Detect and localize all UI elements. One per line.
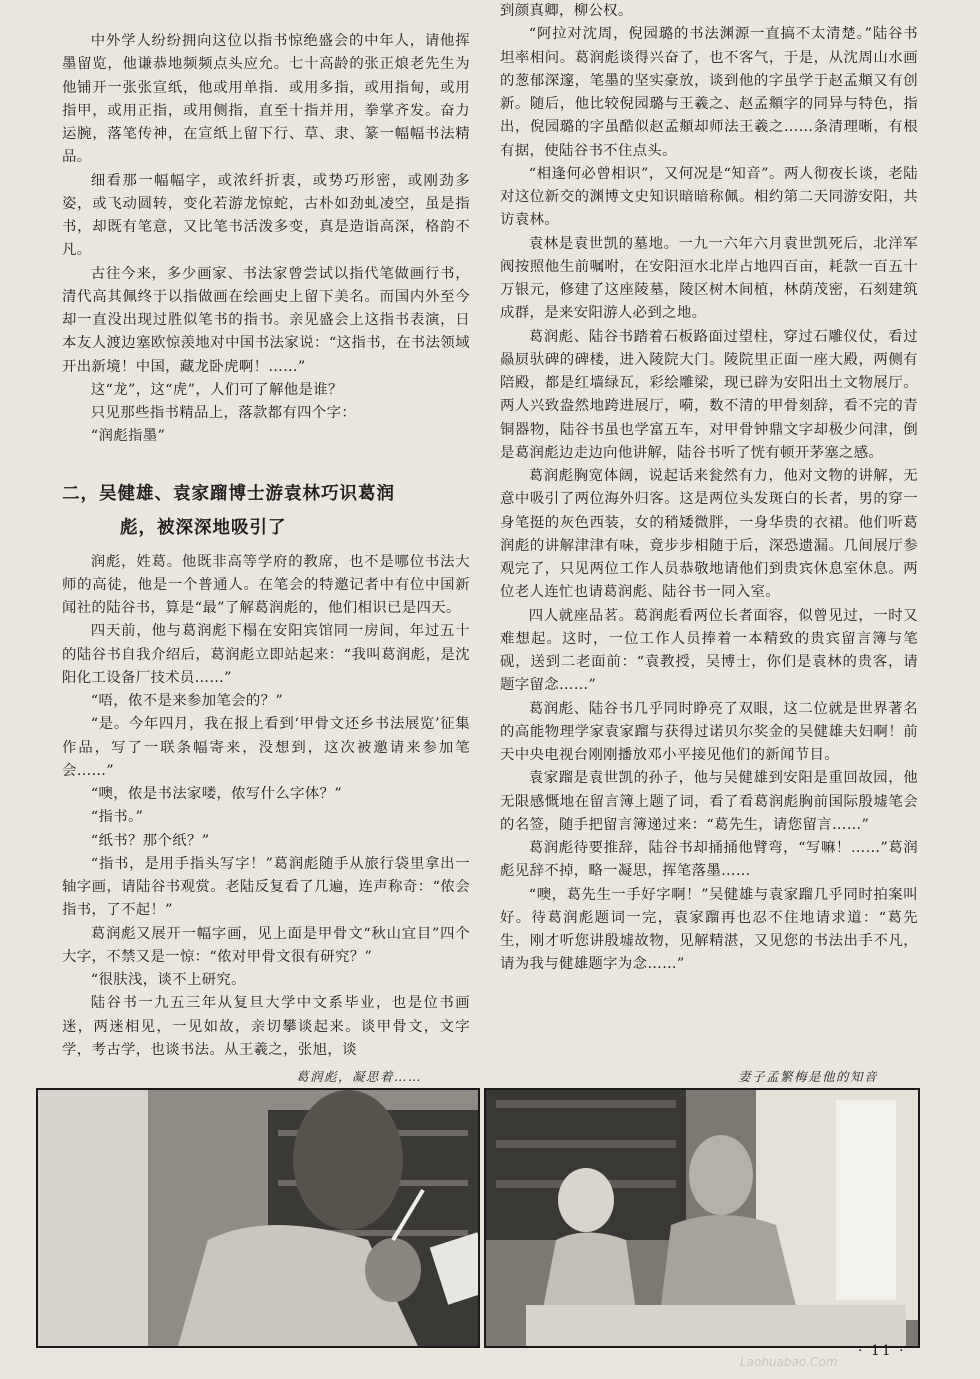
paragraph: 细看那一幅幅字，或浓纤折衷，或势巧形密，或刚劲多姿，或飞动圆转，变化若游龙惊蛇，古朴如劲虬凌空，虽是指书，却既有笔意，又比笔书活泼多变，真是造诣高深，格韵不凡。 bbox=[62, 172, 470, 259]
paragraph: 葛润彪、陆谷书踏着石板路面过望柱，穿过石雕仪仗，看过赑屃驮碑的碑楼，进入陵院大门。陵院里正面一座大殿，两侧有陪殿，都是红墙绿瓦，彩绘雕梁，现已辟为安阳出土文物展厅。两人兴致盎然地跨进展厅，嗬，数不清的甲骨刻辞，看不完的青铜器物，陆谷书虽也学富五车，对甲骨钟鼎文字却极少问津，倒是葛润彪边走边向他讲解，陆谷书听了恍有顿开茅塞之感。 bbox=[500, 328, 918, 461]
paragraph: 四人就座品茗。葛润彪看两位长者面容，似曾见过，一时又难想起。这时，一位工作人员捧着一本精致的贵宾留言簿与笔砚，送到二老面前：“袁教授，吴博士，你们是袁林的贵客，请题字留念……” bbox=[500, 607, 918, 694]
paragraph: 葛润彪、陆谷书几乎同时睁亮了双眼，这二位就是世界著名的高能物理学家袁家蹓与获得过诺贝尔奖金的吴健雄夫妇啊！前天中央电视台刚刚播放邓小平接见他们的新闻节目。 bbox=[500, 700, 918, 763]
watermark: Laohuabao.Com bbox=[740, 1355, 838, 1369]
paragraph: 陆谷书一九五三年从复旦大学中文系毕业，也是位书画迷，两迷相见，一见如故，亲切攀谈起来。谈甲骨文，文字学，考古学，也谈书法。从王羲之，张旭，谈 bbox=[62, 995, 470, 1058]
photo-man-smoking-illustration bbox=[38, 1090, 478, 1346]
paragraph: “噢，侬是书法家喽，侬写什么字体？” bbox=[90, 786, 343, 802]
photo-caption-right: 妻子孟繁梅是他的知音 bbox=[738, 1069, 879, 1084]
paragraph: “噢，葛先生一手好字啊！”吴健雄与袁家蹓几乎同时拍案叫好。待葛润彪题词一完，袁家蹓再也忍不住地请求道：“葛先生，刚才听您讲殷墟故物，见解精湛，又见您的书法出手不凡，请为我与健雄题字为念……” bbox=[500, 886, 918, 973]
right-text-column bbox=[500, 0, 918, 977]
paragraph: 这“龙”，这“虎”，人们可了解他是谁？ bbox=[90, 381, 343, 398]
paragraph: “阿拉对沈周，倪园璐的书法渊源一直搞不太清楚。”陆谷书坦率相问。葛润彪谈得兴奋了，也不客气，于是，从沈周山水画的葱郁深邃，笔墨的坚实豪放，谈到他的字虽学于赵孟頫又有创新。随后，他比较倪园璐与王羲之、赵孟頫字的同异与特色，指出，倪园璐的字虽酷似赵孟頫却师法王羲之……条清理晰，有根有据，使陆谷书不住点头。 bbox=[500, 26, 918, 159]
paragraph: 葛润彪又展开一幅字画，见上面是甲骨文“秋山宜目”四个大字，不禁又是一惊：“侬对甲骨文很有研究？” bbox=[62, 925, 470, 965]
left-text-column bbox=[62, 30, 470, 1062]
paragraph: “相逢何必曾相识”，又何况是“知音”。两人彻夜长谈，老陆对这位新交的渊博文史知识暗暗称佩。相约第二天同游安阳，共访袁林。 bbox=[500, 165, 918, 229]
paragraph: “是。今年四月，我在报上看到‘甲骨文还乡书法展览’征集作品，写了一联条幅寄来，没想到，这次被邀请来参加笔会……” bbox=[62, 716, 470, 779]
paragraph: “指书。” bbox=[90, 809, 144, 826]
section-heading-line-1: 二，吴健雄、袁家蹓博士游袁林巧识葛润 bbox=[62, 483, 395, 504]
paragraph: 润彪，姓葛。他既非高等学府的教席，也不是哪位书法大师的高徒，他是一个普通人。在笔会的特邀记者中有位中国新闻社的陆谷书，算是“最”了解葛润彪的，他们相识已是四天。 bbox=[62, 553, 470, 616]
paragraph: “唔，侬不是来参加笔会的？” bbox=[90, 693, 284, 709]
paragraph: 四天前，他与葛润彪下榻在安阳宾馆同一房间，年过五十的陆谷书自我介绍后，葛润彪立即站起来：“我叫葛润彪，是沈阳化工设备厂技术员……” bbox=[62, 623, 470, 686]
paragraph: “很肤浅，谈不上研究。 bbox=[90, 972, 246, 988]
section-heading-line-2: 彪，被深深地吸引了 bbox=[120, 517, 287, 538]
paragraph: “纸书？那个纸？” bbox=[90, 832, 210, 849]
paragraph: 葛润彪胸宽体阔，说起话来瓮然有力，他对文物的讲解，无意中吸引了两位海外归客。这是两位头发斑白的长者，男的穿一身笔挺的灰色西装，女的稍矮微胖，一身华贵的衣裙。他们听葛润彪的讲解津津有味，竟步步相随于后，深恐遗漏。几间展厅参观完了，只见两位工作人员恭敬地请他们到贵宾休息室休息。两位老人连忙也请葛润彪、陆谷书一同入室。 bbox=[500, 468, 918, 601]
paragraph: 葛润彪待要推辞，陆谷书却捅捅他臂弯，“写嘛！……”葛润彪见辞不掉，略一凝思，挥笔落墨…… bbox=[500, 840, 918, 880]
page-number: · 11 · bbox=[858, 1343, 906, 1359]
paragraph: 袁林是袁世凯的墓地。一九一六年六月袁世凯死后，北洋军阀按照他生前嘱咐，在安阳洹水北岸占地四百亩，耗款一百五十万银元，修建了这座陵墓，陵区树木间植，林荫茂密，石刻建筑成群，是来安阳游人必到之地。 bbox=[500, 235, 918, 322]
paragraph: 袁家蹓是袁世凯的孙子，他与吴健雄到安阳是重回故园，他无限感慨地在留言簿上题了词，看了看葛润彪胸前国际殷墟笔会的名签，随手把留言簿递过来：“葛先生，请您留言……” bbox=[500, 770, 918, 833]
paragraph: 只见那些指书精品上，落款都有四个字： bbox=[90, 405, 357, 421]
paragraph: “指书，是用手指头写字！”葛润彪随手从旅行袋里拿出一轴字画，请陆谷书观赏。老陆反复看了几遍，连声称奇：“侬会指书，了不起！” bbox=[62, 855, 470, 919]
photo-man-smoking bbox=[36, 1088, 480, 1348]
paragraph: 古往今来，多少画家、书法家曾尝试以指代笔做画行书，清代高其佩终于以指做画在绘画史上留下美名。而国内外至今却一直没出现过胜似笔书的指书。亲见盛会上这指书表演，日本友人渡边塞欧惊羡地对中国书法家说：“这指书，在书法领域开出新境！中国，藏龙卧虎啊！……” bbox=[62, 265, 470, 375]
paragraph: 中外学人纷纷拥向这位以指书惊绝盛会的中年人，请他挥墨留览，他谦恭地频频点头应允。七十高龄的张正烺老先生为他铺开一张张宣纸，他或用单指．或用多指，或用指甸，或用指甲，或用正指，或用侧指，直至十指并用，拳掌齐发。奋力运腕，落笔传神，在宣纸上留下行、草、隶、篆一幅幅书法精品。 bbox=[62, 33, 470, 166]
section-heading bbox=[62, 477, 470, 545]
paragraph-continuation: 到颜真卿，柳公权。 bbox=[500, 3, 633, 19]
photo-caption-left: 葛润彪，凝思着…… bbox=[296, 1069, 423, 1084]
photo-couple-calligraphy-illustration bbox=[486, 1090, 918, 1346]
paragraph: “润彪指墨” bbox=[90, 428, 166, 445]
photo-couple-calligraphy bbox=[484, 1088, 920, 1348]
